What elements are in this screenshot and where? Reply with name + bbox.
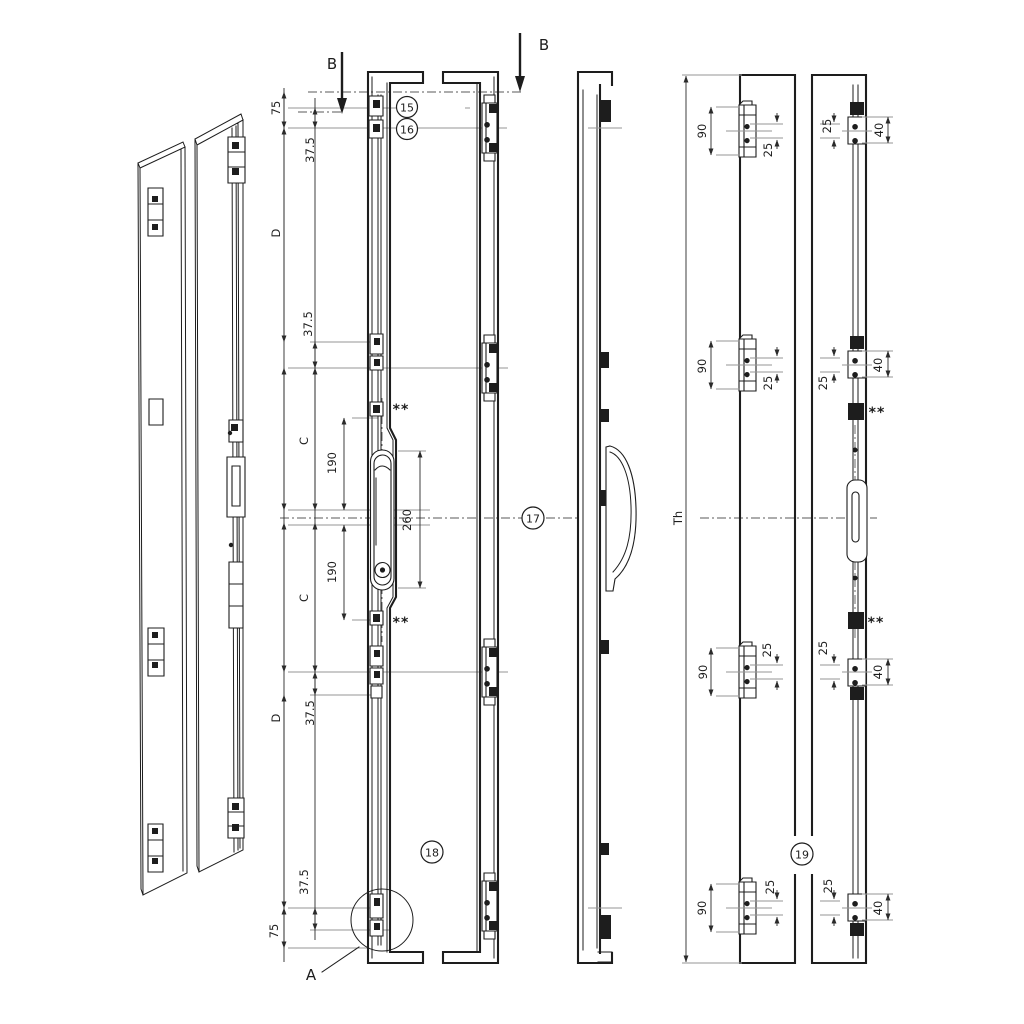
keeper-holes [484,122,490,921]
isometric-view [138,114,245,895]
iso-screw-dot-lower [229,543,233,547]
rear-view-keeper-panel [740,75,795,963]
section-arrow-left [337,52,347,114]
lock-case-slot [852,492,859,542]
dim-40-row3: 40 [871,664,885,680]
section-label-b-right: B [538,36,550,54]
callout-15-number: 15 [400,101,414,115]
iso-panel-left-outline [138,142,187,895]
asterisk-front-top: ** [392,402,410,418]
rear-keeper-bolt-dots [744,124,749,920]
iso-keeper-brackets [148,188,164,872]
dim-d-bottom: D [269,713,283,723]
dim-25-keeper-row4: 25 [763,879,777,895]
dim-c-bottom: C [297,593,311,603]
front-view [280,33,545,972]
detail-label-a: A [305,966,317,984]
lock-case-screw-top [853,448,858,453]
dim-90-row1: 90 [695,123,709,139]
keeper-plates [482,95,497,939]
side-view-handle [606,446,636,591]
dim-40-row1: 40 [872,122,886,138]
dim-190-top: 190 [325,452,339,474]
dim-40-row2: 40 [871,357,885,373]
dim-75-bottom: 75 [267,923,281,939]
dim-th: Th [671,510,685,526]
lock-case-screw-bottom [853,576,858,581]
dim-37-5-mid-upper: 37.5 [301,311,315,337]
dim-90-row4: 90 [695,900,709,916]
dim-25-keeper-row2: 25 [761,375,775,391]
detail-a-leader [322,947,359,972]
dim-c-top: C [297,436,311,446]
dim-90-row2: 90 [695,358,709,374]
front-extension-lines [288,108,508,948]
dim-190-bottom: 190 [325,561,339,583]
callout-19-number: 19 [795,848,809,862]
front-right-stile-thick [443,72,498,963]
rear-lock-case [847,448,867,581]
dim-25-gear-row1: 25 [820,118,834,134]
side-view [546,72,636,963]
dim-40-row4: 40 [871,900,885,916]
dim-90-row3: 90 [696,664,710,680]
dim-37-5-top: 37.5 [303,137,317,163]
callout-18-number: 18 [425,846,439,860]
dim-260: 260 [400,509,414,531]
dim-25-gear-row2: 25 [816,375,830,391]
front-right-keepers [482,95,497,939]
callout-17-number: 17 [526,512,540,526]
dim-25-gear-row3: 25 [816,640,830,656]
dim-25-keeper-row1: 25 [761,142,775,158]
dim-25-gear-row4: 25 [821,878,835,894]
lock-cylinder-keyhole [380,567,385,572]
asterisk-rear-bottom: ** [867,615,885,631]
asterisk-front-bottom: ** [392,615,410,631]
dim-37-5-bottom: 37.5 [297,869,311,895]
asterisk-rear-top: ** [868,405,886,421]
dim-25-keeper-row3: 25 [760,642,774,658]
keeper-bolts [489,104,497,930]
section-arrow-right [515,33,525,92]
dim-75-top: 75 [269,100,283,116]
rear-keeper-brackets [739,101,756,934]
iso-screw-dot-upper [228,431,232,435]
section-label-b-left: B [326,55,338,73]
rear-views [682,75,893,963]
callout-balloons [397,97,814,866]
dim-d-top: D [269,228,283,238]
dim-37-5-mid-lower: 37.5 [303,700,317,726]
handle-assembly [371,450,395,590]
callout-16-number: 16 [400,123,414,137]
